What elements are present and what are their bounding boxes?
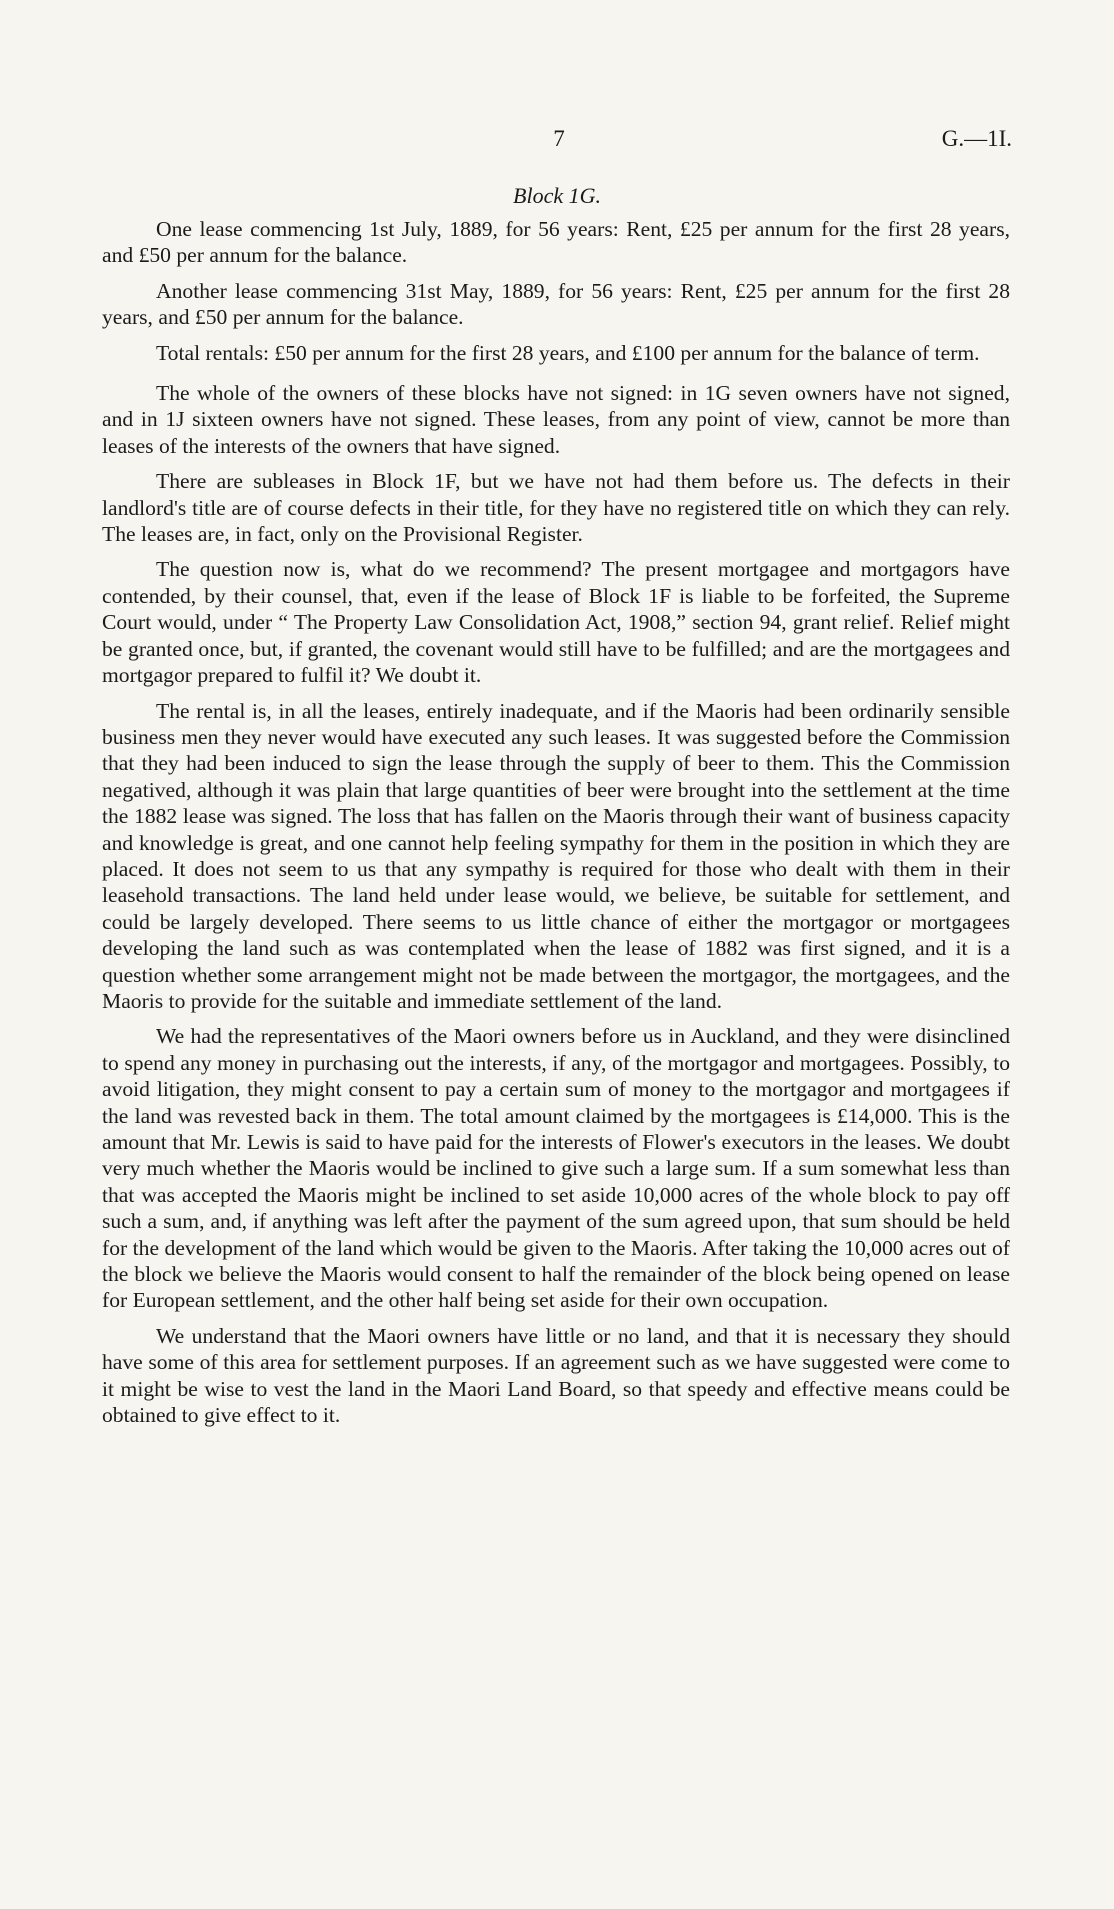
body-text xyxy=(102,216,1010,1437)
section-title: Block 1G. xyxy=(513,183,601,208)
paragraph-lease-two: Another lease commencing 31st May, 1889, for 56 years: Rent, £25 per annum for the first 28 years, and £50 per annum for the balance. xyxy=(102,278,1010,330)
paragraph-owners-not-signed: The whole of the owners of these blocks have not signed: in 1G seven owners have not signed, and in 1J sixteen owners have not signed. These leases, from any point of view, cannot be more than leases of the interests of the owners that have signed. xyxy=(102,381,1010,458)
page-header xyxy=(0,126,1114,158)
paragraph-subleases: There are subleases in Block 1F, but we have not had them before us. The defects in their landlord's title are of course defects in their title, for they have no registered title on which they can rely. The leases are, in fact, only on the Provisional Register. xyxy=(102,469,1010,547)
document-reference: G.—1I. xyxy=(941,126,1012,151)
paragraph-maori-land-board: We understand that the Maori owners have little or no land, and that it is necessary they should have some of this area for settlement purposes. If an agreement such as we have suggested were come to it might be wise to vest the land in the Maori Land Board, so that speedy and effective means could be obtained to give effect to it. xyxy=(102,1323,1010,1428)
paragraph-total-rentals: Total rentals: £50 per annum for the first 28 years, and £100 per annum for the balance of term. xyxy=(156,340,980,365)
paragraph-maori-representatives: We had the representatives of the Maori owners before us in Auckland, and they were disinclined to spend any money in purchasing out the interests, if any, of the mortgagor and mortgagees. Possibly, to avoid litigation, they might consent to pay a certain sum of money to the mortgagor and mortgagees if the land was revested back in them. The total amount claimed by the mortgagees is £14,000. This is the amount that Mr. Lewis is said to have paid for the interests of Flower's executors in the leases. We doubt very much whether the Maoris would be inclined to give such a large sum. If a sum somewhat less than that was accepted the Maoris might be inclined to set aside 10,000 acres of the whole block to pay off such a sum, and, if anything was left after the payment of the sum agreed upon, that sum should be held for the development of the land which would be given to the Maoris. After taking the 10,000 acres out of the block we believe the Maoris would consent to half the remainder of the block being opened on lease for European settlement, and the other half being set aside for their own occupation. xyxy=(102,1024,1010,1313)
paragraph-lease-one: One lease commencing 1st July, 1889, for 56 years: Rent, £25 per annum for the first 28 years, and £50 per annum for the balance. xyxy=(102,217,1010,268)
page-number: 7 xyxy=(553,126,565,151)
paragraph-rental-inadequate: The rental is, in all the leases, entirely inadequate, and if the Maoris had been ordinarily sensible business men they never would have executed any such leases. It was suggested before the Commission that they had been induced to sign the lease through the supply of beer to them. This the Commission negatived, although it was plain that large quantities of beer were brought into the settlement at the time the 1882 lease was signed. The loss that has fallen on the Maoris through their want of business capacity and knowledge is great, and one cannot help feeling sympathy for them in the position in which they are placed. It does not seem to us that any sympathy is required for those who dealt with them in their leasehold transactions. The land held under lease would, we believe, be suitable for settlement, and could be largely developed. There seems to us little chance of either the mortgagor or mortgagees developing the land such as was contemplated when the lease of 1882 was first signed, and it is a question whether some arrangement might not be made between the mortgagor, the mortgagees, and the Maoris to provide for the suitable and immediate settlement of the land. xyxy=(102,698,1010,1013)
paragraph-recommendation-question: The question now is, what do we recommend? The present mortgagee and mortgagors have contended, by their counsel, that, even if the lease of Block 1F is liable to be forfeited, the Supreme Court would, under “ The Property Law Consolidation Act, 1908,” section 94, grant relief. Relief might be granted once, but, if granted, the covenant would still have to be fulfilled; and are the mortgagees and mortgagor prepared to fulfil it? We doubt it. xyxy=(102,557,1010,688)
